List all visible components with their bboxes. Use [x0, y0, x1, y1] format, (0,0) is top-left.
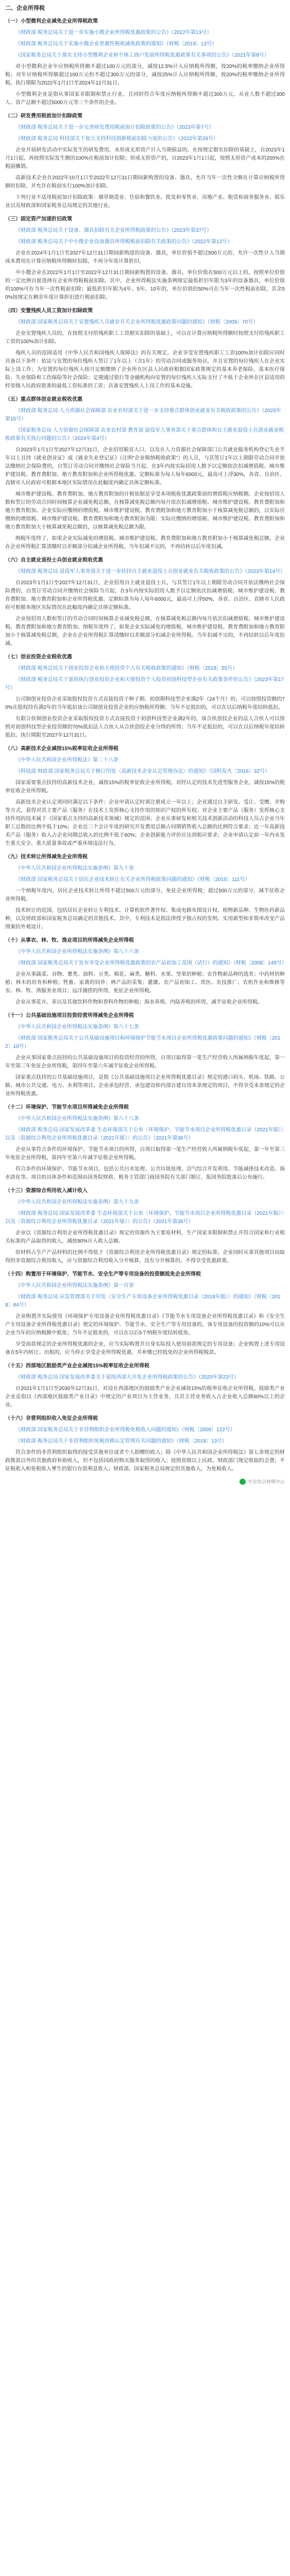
policy-reference-link[interactable]: 《财政部 税务总局 退役军人事务部关于进一步扶持自主就业退役士兵创业就业有关税收政策的公告》（2023年第14号） — [15, 569, 285, 574]
policy-section — [5, 18, 285, 107]
policy-section — [5, 1012, 285, 1098]
policy-reference-link[interactable]: 《财政部 税务总局关于中小微企业设备器具所得税税前扣除有关政策的公告》（2022年第12号） — [15, 239, 233, 245]
policy-paragraph: 小型微利企业是指从事国家非限制和禁止行业，且同时符合年度应纳税所得额不超过300万元、从业人数不超过300人、资产总额不超过5000万元等三个条件的企业。 — [5, 92, 285, 106]
policy-section — [5, 1104, 285, 1182]
policy-paragraph: 中小微企业在2022年1月1日至2022年12月31日期间新购置的设备、器具，单位价值在500万元以上的，按照单位价值的一定比例自愿选择在企业所得税税前扣除。其中，企业所得税法实施条例规定最低折旧年限为3年的设备器具，单位价值的100%可在当年一次性税前扣除；最低折旧年限为4年、5年、10年的，单位价值的50%可在当年一次性税前扣除，其余50%按规定在剩余年度计算折旧进行税前扣除。 — [5, 270, 285, 300]
policy-section — [5, 653, 285, 740]
policy-paragraph: 企业购置并实际使用《环境保护专用设备企业所得税优惠目录》《节能节水专用设备企业所得税优惠目录》和《安全生产专用设备企业所得税优惠目录》规定的环境保护、节能节水、安全生产等专用设备的，该专用设备的投资额的10%可以从企业当年的应纳税额中抵免；当年不足抵免的，可以在以后5个纳税年度结转抵免。 — [5, 1314, 285, 1336]
watermark-text: 中企协会财税中心 — [247, 1479, 285, 1484]
policy-section — [5, 1415, 285, 1473]
policy-reference-link[interactable]: 《中华人民共和国企业所得税法实施条例》第九十九条 — [15, 1199, 139, 1205]
policy-paragraph: 残疾人员的范围适用《中华人民共和国残疾人保障法》的有关规定。企业享受安置残疾职工工资100%加计扣除应同时具备以下条件：依法与安置的每位残疾人签订了1年以上（含1年）的劳动合同或服务协议，并且安置的每位残疾人在企业实际上岗工作；为安置的每位残疾人按月足额缴纳了企业所在区县人民政府根据国家政策规定的基本养老保险、基本医疗保险、失业保险和工伤保险等社会保险；定期通过银行等金融机构向安置的每位残疾人实际支付了不低于企业所在区县适用的经省级人民政府批准的最低工资标准的工资；具备安置残疾人上岗工作的基本设施。 — [5, 350, 285, 389]
policy-section — [5, 556, 285, 648]
policy-paragraph: 公司制创业投资企业采取股权投资方式直接投资于种子期、初创期科技型企业满2年（24个月）的，可以按照投资额的70%在股权持有满2年的当年抵扣该公司制创业投资企业的应纳税所得额；当年不足抵扣的，可以在以后纳税年度结转抵扣。 — [5, 697, 285, 710]
policy-title: （一）小型微利企业减免企业所得税政策 — [5, 19, 98, 24]
policy-paragraph: 一个纳税年度内，居民企业技术转让所得不超过500万元的部分，免征企业所得税；超过500万元的部分，减半征收企业所得税。 — [5, 888, 285, 902]
policy-title: （十一）公共基础设施项目投资经营所得减免企业所得税 — [5, 1013, 134, 1019]
policy-title: （六）自主就业退役士兵创业就业税收优惠 — [5, 557, 103, 563]
policy-paragraph: 符合条件的非营利组织取得的接受其他单位或者个人捐赠的收入；除《中华人民共和国企业所得税法》第七条规定的财政拨款以外的其他政府补助收入，但不包括因政府购买服务取得的收入；按照省级以上民政、财政部门规定收取的会费；不征税收入和免税收入孳生的银行存款利息收入；财政部、国家税务总局规定的其他收入，为免税收入。 — [5, 1450, 285, 1472]
policy-reference-link[interactable]: 《财政部 国家税务总局关于公共基础设施项目和环境保护节能节水项目企业所得税优惠政策问题的通知》（财税〔2012〕10号） — [5, 1036, 281, 1049]
policy-title: （九）技术转让所得减免企业所得税 — [5, 854, 88, 860]
policy-reference-link[interactable]: 《财政部 税务总局关于创业投资企业和天使投资个人有关税收政策的通知》（财税〔2018〕55号） — [15, 666, 238, 671]
policy-paragraph: 企业按招用人数和签订的劳动合同时间核算企业减免税总额，在核算减免税总额内每月依次扣减增值税、城市维护建设税、教育费附加和地方教育附加。纳税年度终了，如果企业实际减免的增值税、城市维护建设税、教育费附加和地方教育附加小于核算减免税总额，企业在企业所得税汇算清缴时以差额部分扣减企业所得税。当年扣减不完的，不再结转以后年度扣减。 — [5, 616, 285, 647]
policy-reference-link[interactable]: 《财政部 税务总局关于延续执行创业投资企业和天使投资个人投资初创科技型企业有关政策条件的公告》（2023年第17号） — [5, 677, 284, 691]
policy-paragraph: 企业以《资源综合利用企业所得税优惠目录》规定的资源作为主要原材料，生产国家非限制和禁止并符合国家和行业相关标准的产品取得的收入，减按90%计入收入总额。 — [5, 1230, 285, 1244]
policy-reference-link[interactable]: 《财政部 税务总局 人力资源社会保障部 农业农村部关于进一步支持重点群体创业就业有关税收政策的公告》（2023年第15号） — [5, 408, 281, 422]
policy-paragraph: 高新技术企业认定须同时满足以下条件：企业申请认定时须注册成立一年以上；企业通过自主研发、受让、受赠、并购等方式，获得对其主要产品（服务）在技术上发挥核心支持作用的知识产权的所有权；对企业主要产品（服务）发挥核心支持作用的技术属于《国家重点支持的高新技术领域》规定的范围；企业从事研发和相关技术创新活动的科技人员占企业当年职工总数的比例不低于10%；企业近三个会计年度的研究开发费用总额占同期销售收入总额的比例符合要求；近一年高新技术产品（服务）收入占企业同期总收入的比例不低于60%；企业创新能力评价应达到相应要求；企业申请认定前一年内未发生重大安全、重大质量事故或严重环境违法行为。 — [5, 800, 285, 846]
footer-watermark — [5, 1478, 285, 1486]
policy-paragraph: 有限合伙制创业投资企业采取股权投资方式直接投资于初创科技型企业满2年的，该合伙创投企业的法人合伙人可以按照对初创科技型企业投资额的70%抵扣法人合伙人从合伙创投企业分得的所得；当年不足抵扣的，可以在以后纳税年度结转抵扣。执行期限至2027年12月31日。 — [5, 716, 285, 738]
policy-reference-link[interactable]: 《国家税务总局 人力资源社会保障部 农业农村部 教育部 退役军人事务部关于重点群体和自主就业退役士兵创业就业税收政策有关执行问题的公告》（2024年第4号） — [5, 428, 284, 442]
policy-paragraph: 企业从事国家重点扶持的公共基础设施项目的投资经营的所得，自项目取得第一笔生产经营收入所属纳税年度起，第一年至第三年免征企业所得税，第四年至第六年减半征收企业所得税。 — [5, 1055, 285, 1069]
policy-paragraph: 国家需要重点扶持的高新技术企业，减按15%的税率征收企业所得税。对经认定的技术先进型服务企业，减按15%的税率征收企业所得税。 — [5, 780, 285, 794]
policy-reference-link[interactable]: 《财政部 税务总局关于设备、器具扣除有关企业所得税政策的公告》（2023年第37号） — [15, 228, 212, 233]
policy-paragraph: 国家重点扶持的公共基础设施项目，是指《公共基础设施项目企业所得税优惠目录》规定的港口码头、机场、铁路、公路、城市公共交通、电力、水利等项目。企业承包经营、承包建设和内部自建自用本条规定的项目，不得享受本条规定的企业所得税优惠。 — [5, 1075, 285, 1097]
policy-section — [5, 1362, 285, 1410]
policy-title: （十三）资源综合利用收入减计收入 — [5, 1188, 88, 1194]
policy-title: （三）固定资产加速折旧政策 — [5, 216, 72, 222]
policy-section — [5, 937, 285, 1007]
wechat-icon — [240, 1479, 246, 1485]
policy-paragraph: 符合条件的环境保护、节能节水项目，包括公共污水处理、公共垃圾处理、沼气综合开发利用、节能减排技术改造、海水淡化等。项目的具体条件和范围由国务院财政、税务主管部门商国务院有关部门制订，报国务院批准后公布施行。 — [5, 1166, 285, 1180]
policy-section — [5, 1187, 285, 1265]
policy-paragraph: 企业安置残疾人员的，在按照支付给残疾职工工资据实扣除的基础上，可以在计算应纳税所得额时按照支付给残疾职工工资的100%加计扣除。 — [5, 331, 285, 345]
policy-paragraph: 纳税年度终了，如果企业实际减免的增值税、城市维护建设税、教育费附加和地方教育附加小于核算减免税总额，企业在企业所得税汇算清缴时以差额部分扣减企业所得税。当年扣减不完的，不再结转以后年度扣减。 — [5, 536, 285, 550]
policy-reference-link[interactable]: 《财政部 税务总局 应急管理部关于印发〈安全生产专用设备企业所得税优惠目录（2018年版）〉的通知》（财税〔2018〕84号） — [5, 1294, 281, 1308]
policy-paragraph: 高新技术企业在2022年10月1日至2022年12月31日期间新购置的设备、器具，允许当年一次性全额在计算应纳税所得额时扣除，并允许在税前实行100%加计扣除。 — [5, 175, 285, 189]
policy-reference-link[interactable]: 《中华人民共和国企业所得税法实施条例》第八十七条 — [15, 1024, 139, 1030]
policy-reference-link[interactable]: 《中华人民共和国企业所得税法实施条例》第八十六条 — [15, 949, 139, 955]
policy-reference-link[interactable]: 《财政部 国家税务总局关于发布享受企业所得税优惠政策的农产品初加工范围（试行）的通知》（财税〔2008〕149号） — [15, 960, 287, 966]
policy-reference-link[interactable]: 《科技部 财政部 国家税务总局关于修订印发〈高新技术企业认定管理办法〉的通知》（国科发火〔2016〕32号） — [15, 769, 270, 774]
policy-title: （十五）西部地区鼓励类产业企业减按15%税率征收企业所得税 — [5, 1363, 150, 1369]
policy-paragraph: 享受前款规定的企业所得税优惠的企业，应当实际购置并自身实际投入使用前款规定的专用设备；企业购置上述专用设备在5年内转让、出租的，应当停止享受企业所得税优惠，并补缴已经抵免的企业所得税税款。 — [5, 1342, 285, 1355]
policy-title: （八）高新技术企业减按15%税率征收企业所得税 — [5, 746, 119, 752]
policy-section — [5, 112, 285, 210]
policy-reference-link[interactable]: 《财政部 国家税务总局关于非营利组织企业所得税免税收入问题的通知》（财税〔2009〕122号） — [15, 1427, 235, 1433]
policy-reference-link[interactable]: 《中华人民共和国企业所得税法实施条例》第八十八条 — [15, 1116, 139, 1122]
policy-paragraph: 自2023年1月1日至2027年12月31日，企业招用自主就业退役士兵，与其签订1年以上期限劳动合同并依法缴纳社会保险费的，自签订劳动合同并缴纳社会保险当月起，在3年内按实际招用人数予以定额依次扣减增值税、城市维护建设税、教育费附加、地方教育附加和企业所得税优惠。定额标准为每人每年6000元，最高可上浮50%，各省、自治区、直辖市人民政府可根据本地区实际情况在此幅度内确定具体定额标准。 — [5, 580, 285, 611]
policy-paragraph: 企业从事花卉、茶以及其他饮料作物和香料作物的种植；海水养殖、内陆养殖的所得，减半征收企业所得税。 — [15, 999, 263, 1005]
policy-title: （五）重点群体创业就业税收优惠 — [5, 397, 82, 402]
policy-reference-link[interactable]: 《财政部 税务总局 科技部关于加大支持科技创新税前扣除力度的公告》（2022年第28号） — [15, 136, 218, 142]
policy-paragraph: 自2023年1月1日至2027年12月31日，企业招用脱贫人口，以及在人力资源社会保障部门公共就业服务机构登记失业半年以上且持《就业创业证》或《就业失业登记证》（注明“企业吸纳税收政策”）的人员，与其签订1年以上期限劳动合同并依法缴纳社会保险费的，自签订劳动合同并缴纳社会保险当月起，在3年内按实际招用人数予以定额依次扣减增值税、城市维护建设税、教育费附加、地方教育附加和企业所得税优惠。定额标准为每人每年6000元，最高可上浮30%，各省、自治区、直辖市人民政府可根据本地区实际情况在此幅度内确定具体定额标准。 — [5, 447, 285, 486]
policy-reference-link[interactable]: 《财政部 国家税务总局关于居民企业技术转让有关企业所得税政策问题的通知》（财税〔2010〕111号） — [15, 877, 250, 883]
subsections — [5, 18, 285, 1473]
policy-paragraph: 技术转让的范围，包括居民企业转让专利技术、计算机软件著作权、集成电路布图设计权、植物新品种、生物医药新品种，以及财政部和国家税务总局确定的其他技术。其中，专利技术是指法律授予独占权的发明、实用新型和非简单改变产品图案的外观设计。 — [5, 908, 285, 930]
policy-reference-link[interactable]: 《财政部 税务总局 国家发展改革委 生态环境部关于公布〈环境保护、节能节水项目企业所得税优惠目录（2021年版）〉以及〈资源综合利用企业所得税优惠目录（2021年版）〉的公告》（2021年第36号） — [5, 1211, 284, 1225]
policy-paragraph: 企业开展研发活动中实际发生的研发费用，未形成无形资产计入当期损益的，在按规定据实扣除的基础上，自2023年1月1日起，再按照实际发生额的100%在税前加计扣除；形成无形资产的，自2023年1月1日起，按照无形资产成本的200%在税前摊销。 — [5, 147, 285, 170]
policy-title: （十二）环境保护、节能节水项目所得减免企业所得税 — [5, 1105, 129, 1110]
policy-section — [5, 745, 285, 848]
policy-paragraph: 企业在2024年1月1日至2027年12月31日期间新购进的设备、器具，单位价值不超过500万元的，允许一次性计入当期成本费用在计算应纳税所得额时扣除，不再分年度计算折旧。 — [5, 250, 285, 264]
policy-reference-link[interactable]: 《中华人民共和国企业所得税法》第二十八条 — [15, 757, 118, 763]
policy-paragraph: 自2021年1月1日至2030年12月31日，对设在西部地区的鼓励类产业企业减按15%的税率征收企业所得税。鼓励类产业企业是指以《西部地区鼓励类产业目录》中规定的产业项目为主营业务，且其主营业务收入占企业收入总额60%以上的企业。 — [5, 1386, 285, 1408]
policy-title: （十）从事农、林、牧、渔业项目的所得减免企业所得税 — [5, 938, 134, 943]
policy-section — [5, 307, 285, 391]
policy-section — [5, 1270, 285, 1357]
policy-paragraph: 下列行业不适用税前加计扣除政策：烟草制造业、住宿和餐饮业、批发和零售业、房地产业、租赁和商务服务业、娱乐业以及财政部和国家税务总局规定的其他行业。 — [5, 195, 285, 209]
policy-paragraph: 对小型微利企业年应纳税所得额不超过100万元的部分，减按12.5%计入应纳税所得额，按20%的税率缴纳企业所得税；对年应纳税所得额超过100万元但不超过300万元的部分，减按25%计入应纳税所得额，按20%的税率缴纳企业所得税。执行期限为2022年1月1日至2024年12月31日。 — [5, 64, 285, 86]
policy-section — [5, 396, 285, 551]
section-title: 二、企业所得税 — [5, 5, 45, 11]
policy-reference-link[interactable]: 《财政部 税务总局关于实施小微企业普惠性税收减免政策的通知》（财税〔2019〕13号） — [15, 41, 217, 47]
policy-paragraph: 原材料占生产产品材料的比例不得低于《资源综合利用企业所得税优惠目录》规定的标准。企业同时从事其他项目而取得的非资源综合利用收入，应与资源综合利用收入分开核算，没有分开核算的，不得享受优惠政策。 — [5, 1250, 285, 1264]
policy-reference-link[interactable]: 《财政部 税务总局关于非营利组织免税资格认定管理有关问题的通知》（财税〔2018〕13号） — [15, 1438, 228, 1444]
policy-paragraph: 企业从事蔬菜、谷物、薯类、油料、豆类、棉花、麻类、糖料、水果、坚果的种植；农作物新品种的选育；中药材的种植；林木的培育和种植；牲畜、家禽的饲养；林产品的采集；灌溉、农产品初加工、兽医、农技推广、农机作业和维修等农、林、牧、渔服务业项目；远洋捕捞的所得，免征企业所得税。 — [5, 972, 285, 994]
policy-section — [5, 215, 285, 302]
policy-reference-link[interactable]: 《财政部 税务总局 国家发展改革委 生态环境部关于公布〈环境保护、节能节水项目企业所得税优惠目录（2021年版）〉以及〈资源综合利用企业所得税优惠目录（2021年版）〉的公告》（2021年第36号） — [5, 1127, 284, 1141]
policy-title: （七）创业投资企业税收优惠 — [5, 654, 72, 660]
policy-reference-link[interactable]: 《财政部 税务总局关于进一步完善研发费用税前加计扣除政策的公告》（2023年第7号） — [15, 125, 214, 130]
policy-title: （二）研发费用税前加计扣除政策 — [5, 113, 82, 119]
policy-reference-link[interactable]: 《中华人民共和国企业所得税法实施条例》第一百条 — [15, 1283, 134, 1289]
policy-reference-link[interactable]: 《国家税务总局关于落实支持小型微利企业和个体工商户发展所得税优惠政策有关事项的公告》（2021年第8号） — [15, 53, 269, 58]
policy-reference-link[interactable]: 《财政部 国家税务总局关于安置残疾人员就业有关企业所得税优惠政策问题的通知》（财税〔2009〕70号） — [15, 319, 259, 325]
policy-reference-link[interactable]: 《财政部 税务总局关于进一步实施小微企业所得税优惠政策的公告》（2022年第13号） — [15, 30, 212, 36]
policy-paragraph: 城市维护建设税、教育费附加、地方教育附加的计税依据是享受本项税收优惠政策前的增值税应纳税额。企业按招用人数和签订的劳动合同时间核算企业减免税总额，在核算减免税总额内每月依次扣减增值税、城市维护建设税、教育费附加和地方教育附加。企业实际应缴纳的增值税、城市维护建设税、教育费附加和地方教育附加小于核算减免税总额的，以实际应缴纳的增值税、城市维护建设税、教育费附加和地方教育附加为限；实际应缴纳的增值税、城市维护建设税、教育费附加和地方教育附加大于核算减免税总额的，以核算减免税总额为限。 — [5, 492, 285, 530]
policy-reference-link[interactable]: 《中华人民共和国企业所得税法实施条例》第九十条 — [15, 866, 134, 871]
policy-title: （十六）非营利组织收入免征企业所得税 — [5, 1416, 98, 1421]
policy-section — [5, 853, 285, 931]
policy-paragraph: 企业从事符合条件的环境保护、节能节水项目的所得，自项目取得第一笔生产经营收入所属纳税年度起，第一年至第三年免征企业所得税，第四年至第六年减半征收企业所得税。 — [5, 1147, 285, 1161]
policy-reference-link[interactable]: 《财政部 税务总局 国家发展改革委关于延续西部大开发企业所得税政策的公告》（2020年第23号） — [15, 1375, 239, 1380]
policy-title: （四）安置残疾人员工资加计扣除政策 — [5, 308, 93, 314]
policy-title: （十四）购置用于环境保护、节能节水、安全生产等专用设备的投资额抵免企业所得税 — [5, 1272, 201, 1277]
